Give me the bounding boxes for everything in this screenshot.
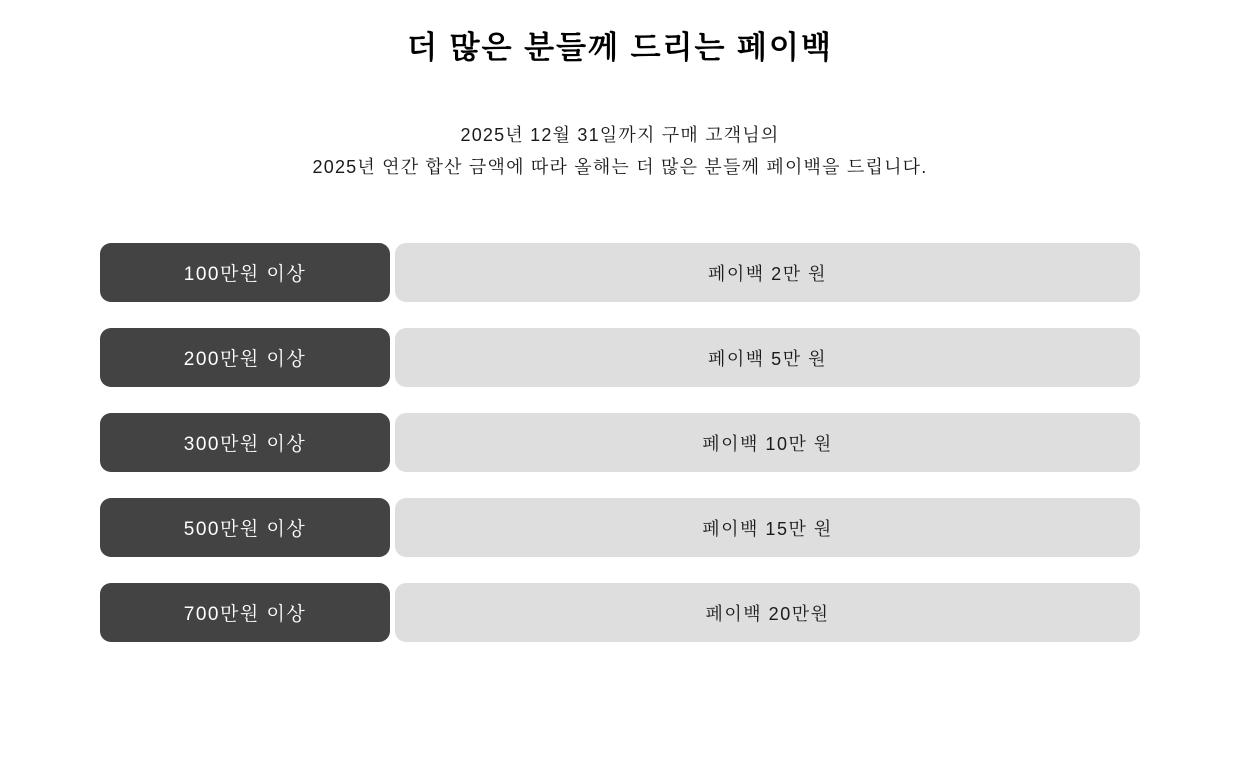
tier-threshold-label: 300만원 이상 [100, 413, 390, 472]
tier-row [100, 328, 1140, 387]
tier-threshold-label: 700만원 이상 [100, 583, 390, 642]
tier-row [100, 583, 1140, 642]
tier-row [100, 498, 1140, 557]
tier-row [100, 413, 1140, 472]
payback-promo-page [0, 28, 1240, 778]
tier-row [100, 243, 1140, 302]
page-subtitle [0, 120, 1240, 183]
subtitle-line-1: 2025년 12월 31일까지 구매 고객님의 [460, 125, 780, 146]
tier-threshold-label: 500만원 이상 [100, 498, 390, 557]
tier-threshold-label: 100만원 이상 [100, 243, 390, 302]
tier-threshold-label: 200만원 이상 [100, 328, 390, 387]
tier-payback-value: 페이백 20만원 [395, 583, 1140, 642]
subtitle-line-2: 2025년 연간 합산 금액에 따라 올해는 더 많은 분들께 페이백을 드립니다. [312, 156, 928, 177]
tier-payback-value: 페이백 15만 원 [395, 498, 1140, 557]
page-title: 더 많은 분들께 드리는 페이백 [407, 30, 833, 65]
tier-payback-value: 페이백 2만 원 [395, 243, 1140, 302]
tier-payback-value: 페이백 5만 원 [395, 328, 1140, 387]
tier-list [100, 243, 1140, 642]
tier-payback-value: 페이백 10만 원 [395, 413, 1140, 472]
